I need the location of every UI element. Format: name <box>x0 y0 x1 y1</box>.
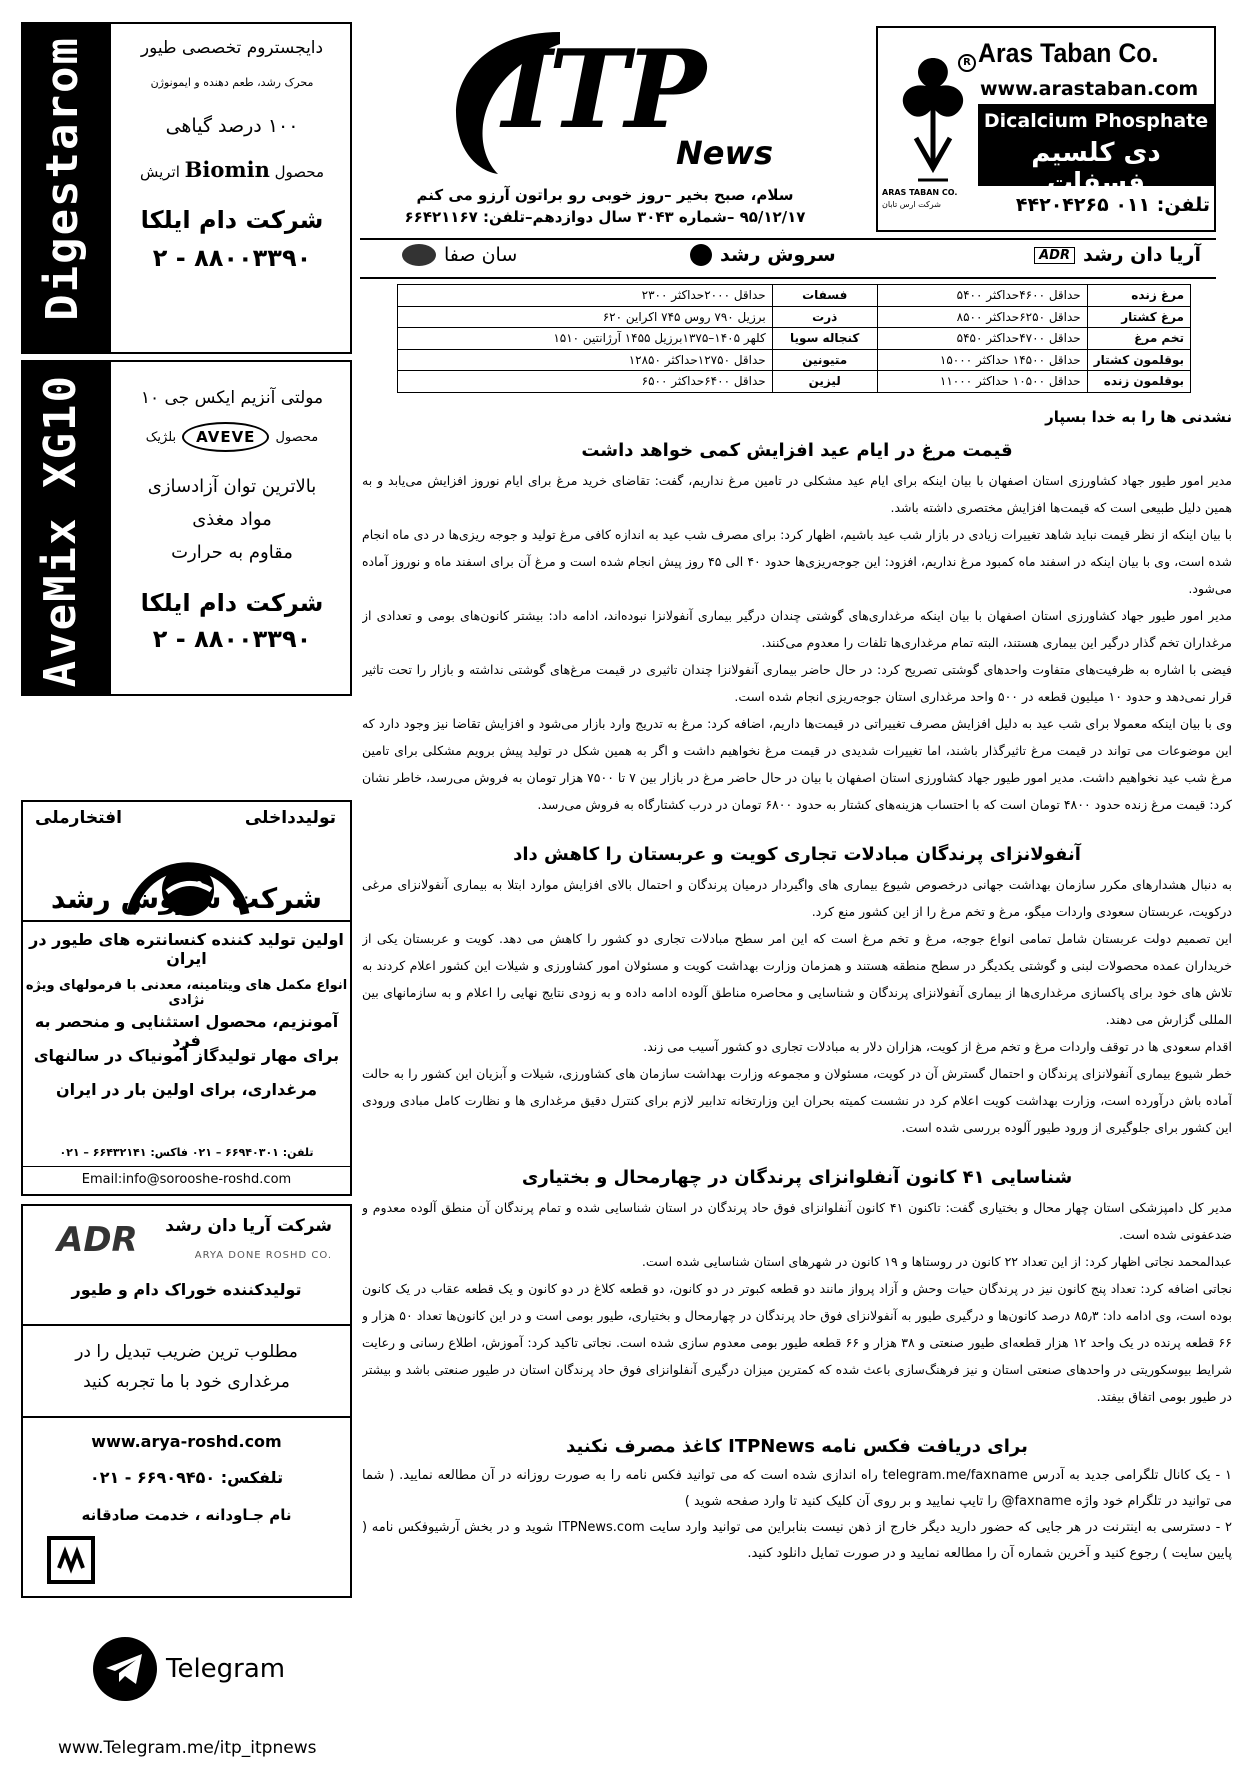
article-paragraph: با بیان اینکه از نظر قیمت نباید شاهد تغییرات زیادی در بازار شب عید باشیم، اظهار کرد: برای مصرف شب عید به اندازه کافی مرغ تولید و جوجه ریزی‌ها در دی ماه انجام شده است، وی با بیان اینکه در اسفند ماه کمبود مرغ نداریم، افزود: این جوجه‌ریزی‌ها حدود ۴۰ الی ۴۵ روز پیش انجام شده است و مرغ آن برای اسفند ماه و نوروز آماده می‌شود. <box>362 527 1232 596</box>
kicker: نشدنی ها را به خدا بسپار <box>1045 408 1232 426</box>
arya-company: شرکت آریا دان رشد <box>165 1216 332 1236</box>
aras-registered-icon: R <box>958 54 976 72</box>
price-item-value: کلهر ۱۴۰۵–۱۳۷۵برزیل ۱۴۵۵ آرژانتین ۱۵۱۰ <box>398 328 773 350</box>
article-paragraph: ۱ - یک کانال تلگرامی جدید به آدرس telegram.me/faxname راه اندازی شده است که می توانید فکس نامه را به صورت روزانه در آن مطالعه نمایید. ( شما می توانید در تلگرام خود واژه faxname@ را تایپ نمایید و بر روی آن کلیک کنید تا وارد صفحه شوید ) <box>362 1468 1232 1509</box>
sansafa-logo-icon <box>402 244 436 266</box>
article-paragraph: مدیر امور طیور جهاد کشاورزی استان اصفهان با بیان اینکه برای ایام عید مشکلی در تامین مرغ نداریم، گفت: تقاضای خرید مرغ برای ایام نوروز افزایش می‌یابد و به همین دلیل طبیعی است که قیمت‌ها افزایش مختصری داشته باشد. <box>362 473 1232 515</box>
article-paragraph: به دنبال هشدارهای مکرر سازمان بهداشت جهانی درخصوص شیوع بیماری های واگیردار درمیان پرندگان و احتمال بالای افزایش موارد ابتلا به بیماری آنفولانزای مرغی درکویت، عربستان سعودی واردات میگو، مرغ و تخم مرغ را از این کشور منع کرد. <box>362 877 1232 919</box>
avemix-company: شرکت دام ایلکا <box>140 589 324 617</box>
digestarom-company: شرکت دام ایلکا <box>140 206 324 234</box>
price-item-value: حداقل ۱۲۷۵۰حداکثر ۱۲۸۵۰ <box>398 349 773 371</box>
article-paragraph: اقدام سعودی ها در توقف واردات مرغ و تخم مرغ از کویت، هزاران دلار به مبادلات تجاری دو کشور آسیب می زند. <box>643 1039 1232 1054</box>
price-item-value: حداقل ۴۶۰۰حداکثر ۵۴۰۰ <box>877 285 1087 307</box>
soroosh-line-1: انواع مکمل های ویتامینه، معدنی با فرمولهای ویژه نژادی <box>25 978 348 1008</box>
soroosh-tag-left: افتخارملی <box>35 808 122 828</box>
price-item-name: بوقلمون کشتار <box>1087 349 1190 371</box>
article-paragraph: این تصمیم دولت عربستان شامل تمامی انواع جوجه، مرغ و تخم مرغ است که این امر سطح مبادلات تجاری دو کشور را کاهش می دهد. کویت و عربستان یکی از خریداران عمده محصولات لبنی و گوشتی یکدیگر در سطح منطقه هستند و همزمان وزارت بهداشت کویت و مسئولان امور کشاورزی و شیلات این کشور اعلام کردند به تلاش های خود برای پاکسازی مرغداری‌ها از بیماری آنفولانزای پرندگان و شناسایی و محاصره مناطق آلوده ادامه داده و به زودی نتایج نهایی را اعلام و به سازمانهای بین المللی گزارش می دهند. <box>362 931 1232 1027</box>
arya-motto: نام جـاودانه ، خدمت صادقانه <box>81 1506 292 1524</box>
avemix-feature-3: مقاوم به حرارت <box>171 542 293 563</box>
arya-website: www.arya-roshd.com <box>91 1432 282 1451</box>
price-item-name: بوقلمون زنده <box>1087 371 1190 393</box>
ad-aras-taban <box>876 26 1216 232</box>
digestarom-vertical-text: Digestarom <box>37 36 88 321</box>
iran-mark-icon <box>47 1536 95 1584</box>
article-title: آنفولانزای پرندگان مبادلات تجاری کویت و عربستان را کاهش داد <box>513 844 1081 865</box>
aras-product-band <box>978 104 1214 198</box>
digestarom-phone: ۸۸۰۰۳۳۹۰ - ۲ <box>152 244 312 272</box>
price-item-name: مرغ زنده <box>1087 285 1190 307</box>
price-row <box>398 371 1191 393</box>
article-paragraph: نجاتی اضافه کرد: تعداد پنج کانون نیز در پرندگان حیات وحش و آزاد پرواز مانند دو قطعه کبوتر در دو کانون، دو قطعه کلاغ در دو کانون و یک قطعه عقاب در یک کانون بوده است، وی ادامه داد: ۸۵٫۳ درصد کانون‌ها و درگیری طیور به آنفولانزای فوق حاد پرندگان در چهارمحال و بختیاری، طیور بومی است و در این کانون‌ها تعداد ۵۰ هزار و ۶۶ قطعه پرنده در یک واحد ۱۲ هزار قطعه‌ای طیور صنعتی و ۳۸ هزار و ۶۶ قطعه طیور بومی معدوم سازی شده است. نجاتی تاکید کرد: آموزش، اطلاع رسانی و رعایت شرایط بیوسکوریتی در واحدهای صنعتی استان و نیز فرهنگ‌سازی باعث شده که کمترین میزان درگیری آنفلوانزای فوق حاد پرندگان استان در طیور صنعتی باشد و بیشتر در طیور بومی اتفاق بیفتد. <box>362 1281 1232 1404</box>
article-title: شناسایی ۴۱ کانون آنفلوانزای پرندگان در چهارمحال و بختیاری <box>521 1167 1073 1188</box>
sponsor-bar-top <box>360 238 1216 240</box>
digestarom-feature: ۱۰۰ درصد گیاهی <box>165 115 299 137</box>
article <box>362 440 1232 818</box>
price-table <box>397 284 1191 393</box>
price-item-name: لیزین <box>772 371 877 393</box>
aras-product-en: Dicalcium Phosphate <box>983 110 1209 132</box>
aras-product-fa: دی کلسیم فسفات <box>1031 138 1161 198</box>
arya-telfax: تلفکس: ۶۶۹۰۹۴۵۰ - ۰۲۱ <box>89 1468 284 1487</box>
itp-logo-main: ITP <box>502 27 703 153</box>
avemix-feature-2: مواد مغذی <box>192 509 272 530</box>
itp-logo-sub: News <box>676 134 774 172</box>
digestarom-title: دایجستروم تخصصی طیور <box>140 38 324 58</box>
slogan: سلام، صبح بخیر –روز خوبی رو براتون آرزو می کنم <box>416 186 794 204</box>
price-item-name: متیونین <box>772 349 877 371</box>
aras-phone: تلفن: ۰۱۱ ۴۴۲۰۴۲۶۵ <box>1015 194 1210 216</box>
avemix-title: مولتی آنزیم ایکس جی ۱۰ <box>140 388 324 408</box>
digestarom-subtitle: محرک رشد، طعم دهنده و ایمونوژن <box>150 76 314 89</box>
sponsor-sansafa: سان صفا <box>402 244 517 266</box>
ad-arya-dan-roshd <box>21 1204 352 1598</box>
price-item-name: تخم مرغ <box>1087 328 1190 350</box>
aveve-logo: AVEVE <box>182 422 269 452</box>
main-content <box>362 408 1232 1773</box>
sponsor-aryadan: آریا دان رشد ADR <box>1034 244 1201 266</box>
price-item-name: کنجاله سویا <box>772 328 877 350</box>
soroosh-divider-2 <box>23 1166 350 1167</box>
avemix-vertical-text: AveMix XG10 <box>35 374 86 688</box>
biomin-brand: Biomin <box>184 157 270 182</box>
aras-website: www.arastaban.com <box>980 78 1199 100</box>
soroosh-tag-right: تولیدداخلی <box>244 808 336 828</box>
avemix-feature-1: بالاترین توان آزادسازی <box>147 476 317 497</box>
sponsor-bar-bottom <box>360 277 1216 279</box>
avemix-product: محصول AVEVE بلژیک <box>113 422 351 452</box>
ad-soroosh-roshd <box>21 800 352 1196</box>
article-paragraph: فیضی با اشاره به ظرفیت‌های متفاوت واحدهای گوشتی تصریح کرد: در حال حاضر بیماری آنفولانزا چندان تاثیری در قیمت مرغ‌های گوشتی نداشته و بازار را تحت تاثیر قرار نمی‌دهد و حدود ۱۰ میلیون قطعه در ۵۰۰ واحد مرغداری استان جوجه‌ریزی انجام شده است. <box>362 662 1232 704</box>
arya-tagline: تولیدکننده خوراک دام و طیور <box>71 1280 302 1299</box>
price-row <box>398 349 1191 371</box>
sponsor-soroosh: سروش رشد <box>690 244 836 266</box>
article-paragraph: مدیر امور طیور جهاد کشاورزی استان اصفهان با بیان اینکه مرغداری‌های گوشتی چندان درگیر بیماری آنفولانزا نبوده‌اند، ادامه داد: بیشتر کانون‌های بومی و تعدادی از مرغداران تخم گذار درگیر این بیماری هستند، البته تمام مرغداری‌ها تلفات را معدوم می‌کنند. <box>362 608 1232 650</box>
soroosh-line-4: مرغداری، برای اولین بار در ایران <box>55 1080 318 1099</box>
price-item-value: حداقل ۱۰۵۰۰ حداکثر ۱۱۰۰۰ <box>877 371 1087 393</box>
adr-logo-icon: ADR <box>1034 247 1075 264</box>
arya-slogan-1: مطلوب ترین ضریب تبدیل را در <box>75 1342 298 1362</box>
arya-header <box>23 1206 350 1314</box>
price-item-name: فسفات <box>772 285 877 307</box>
arya-divider-1 <box>23 1324 350 1326</box>
article-paragraph: عبدالمحمد نجاتی اظهار کرد: از این تعداد ۲۲ کانون در روستاها و ۱۹ کانون در شهرهای استان شناسایی شده است. <box>641 1254 1232 1269</box>
soroosh-mini-icon <box>690 244 712 266</box>
article <box>362 844 1232 1141</box>
soroosh-line-2: آمونزیم، محصول استثنایی و منحصر به فرد <box>34 1012 339 1050</box>
article <box>362 1436 1232 1567</box>
arya-logo: ADR <box>57 1220 138 1260</box>
price-item-value: حداقل ۲۰۰۰حداکثر ۲۳۰۰ <box>398 285 773 307</box>
price-item-value: حداقل ۱۴۵۰۰ حداکثر ۱۵۰۰۰ <box>877 349 1087 371</box>
article-paragraph: خطر شیوع بیماری آنفولانزای پرندگان و احتمال گسترش آن در کویت، مسئولان و مجموعه وزارت بهداشت سازمان های کشاورزی، شیلات و آبزیان این کشور را به حالت آماده باش درآورده است، وزارت بهداشت کویت اعلام کرد در نشست کمیته بحران این وزارتخانه تدابیر لازم برای کنترل دقیق مرغداری ها و نظارت کامل مبادی ورودی این کشور برای جلوگیری از ورود طیور آلوده بررسی شده است. <box>362 1066 1232 1135</box>
issue-line: ۹۵/۱۲/۱۷ –شماره ۳۰۴۳ سال دوازدهم–تلفن: ۶۶۴۲۱۱۶۷ <box>404 208 806 226</box>
avemix-vertical-band <box>23 362 111 694</box>
soroosh-company: شرکت سروش رشد <box>50 882 323 915</box>
price-item-value: حداقل ۶۲۵۰حداکثر ۸۵۰۰ <box>877 306 1087 328</box>
aras-logo-caption-fa: شرکت ارس تابان <box>882 200 941 209</box>
avemix-phone: ۸۸۰۰۳۳۹۰ - ۲ <box>152 625 312 653</box>
price-row <box>398 328 1191 350</box>
soroosh-phones: تلفن: ۶۶۹۴۰۳۰۱ – ۰۲۱ فاکس: ۶۶۴۳۲۱۴۱ – ۰۲۱ <box>59 1146 314 1159</box>
price-row <box>398 306 1191 328</box>
telegram-icon[interactable] <box>92 1636 158 1702</box>
price-item-value: برزیل ۷۹۰ روس ۷۴۵ اکراین ۶۲۰ <box>398 306 773 328</box>
price-item-value: حداقل ۴۷۰۰حداکثر ۵۴۵۰ <box>877 328 1087 350</box>
price-item-value: حداقل ۶۴۰۰حداکثر ۶۵۰۰ <box>398 371 773 393</box>
soroosh-line-3: برای مهار تولیدگاز آمونیاک در سالنهای <box>33 1046 340 1065</box>
arya-slogan-2: مرغداری خود با ما تجربه کنید <box>83 1372 290 1392</box>
article-title: برای دریافت فکس نامه ITPNews کاغذ مصرف نکنید <box>566 1436 1028 1457</box>
price-item-name: مرغ کشتار <box>1087 306 1190 328</box>
article-title: قیمت مرغ در ایام عید افزایش کمی خواهد داشت <box>581 440 1013 461</box>
digestarom-product: محصول Biomin اتریش <box>139 157 325 182</box>
aras-logo-caption-en: ARAS TABAN CO. <box>882 188 958 197</box>
ad-avemix <box>21 360 352 696</box>
soroosh-divider <box>23 920 350 922</box>
article-paragraph: وی با بیان اینکه معمولا برای شب عید به دلیل افزایش مصرف تغییراتی در قیمت‌ها داریم، اضافه کرد: مرغ به تدریج وارد بازار می‌شود و افزایش تقاضا نیز وجود دارد که این موضوعات می تواند در قیمت مرغ تاثیرگذار باشند، اما تغییرات شدیدی در قیمت مرغ نخواهیم داشت و اگر به همین شکل در تولید پیش برویم مشکلی برای تامین مرغ شب عید نخواهیم داشت. مدیر امور طیور جهاد کشاورزی استان اصفهان با بیان در حال حاضر مرغ در بازار بین ۷ تا ۷۵۰۰ هزار تومان به فروش می‌رسد، خاطر نشان کرد: قیمت مرغ زنده حدود ۴۸۰۰ تومان است که با احتساب هزینه‌های کشتار به حدود ۶۸۰۰ تومان در درب کشتارگاه به فروش می‌رسد. <box>362 716 1232 812</box>
arya-company-en: ARYA DONE ROSHD CO. <box>194 1250 332 1261</box>
telegram-url[interactable]: www.Telegram.me/itp_itpnews <box>58 1738 317 1758</box>
price-row <box>398 285 1191 307</box>
digestarom-vertical-band <box>23 24 111 352</box>
soroosh-tagline: اولین تولید کننده کنسانتره های طیور در ایران <box>29 930 344 968</box>
ad-digestarom <box>21 22 352 354</box>
aras-company: Aras Taban Co. <box>978 38 1159 68</box>
article <box>362 1167 1232 1410</box>
article-paragraph: ۲ - دسترسی به اینترنت در هر جایی که حضور دارید دیگر خارج از ذهن نیست بنابراین می توانید وارد سایت ITPNews.com شوید و در بخش آرشیوفکس نامه ( پایین سایت ) رجوع کنید و آخرین شماره آن را مطالعه نمایید و در صورت تمایل دانلود کنید. <box>362 1520 1232 1561</box>
article-paragraph: مدیر کل دامپزشکی استان چهار محال و بختیاری گفت: تاکنون ۴۱ کانون آنفلوانزای فوق حاد پرندگان در استان شناسایی شده و تمام پرندگان آن منطق آلوده معدوم و ضدعفونی شده است. <box>362 1200 1232 1242</box>
soroosh-email: Email:info@sorooshe-roshd.com <box>81 1172 292 1187</box>
price-item-name: ذرت <box>772 306 877 328</box>
telegram-label: Telegram <box>166 1654 286 1684</box>
itp-logo <box>440 26 820 186</box>
arya-divider-2 <box>23 1416 350 1418</box>
